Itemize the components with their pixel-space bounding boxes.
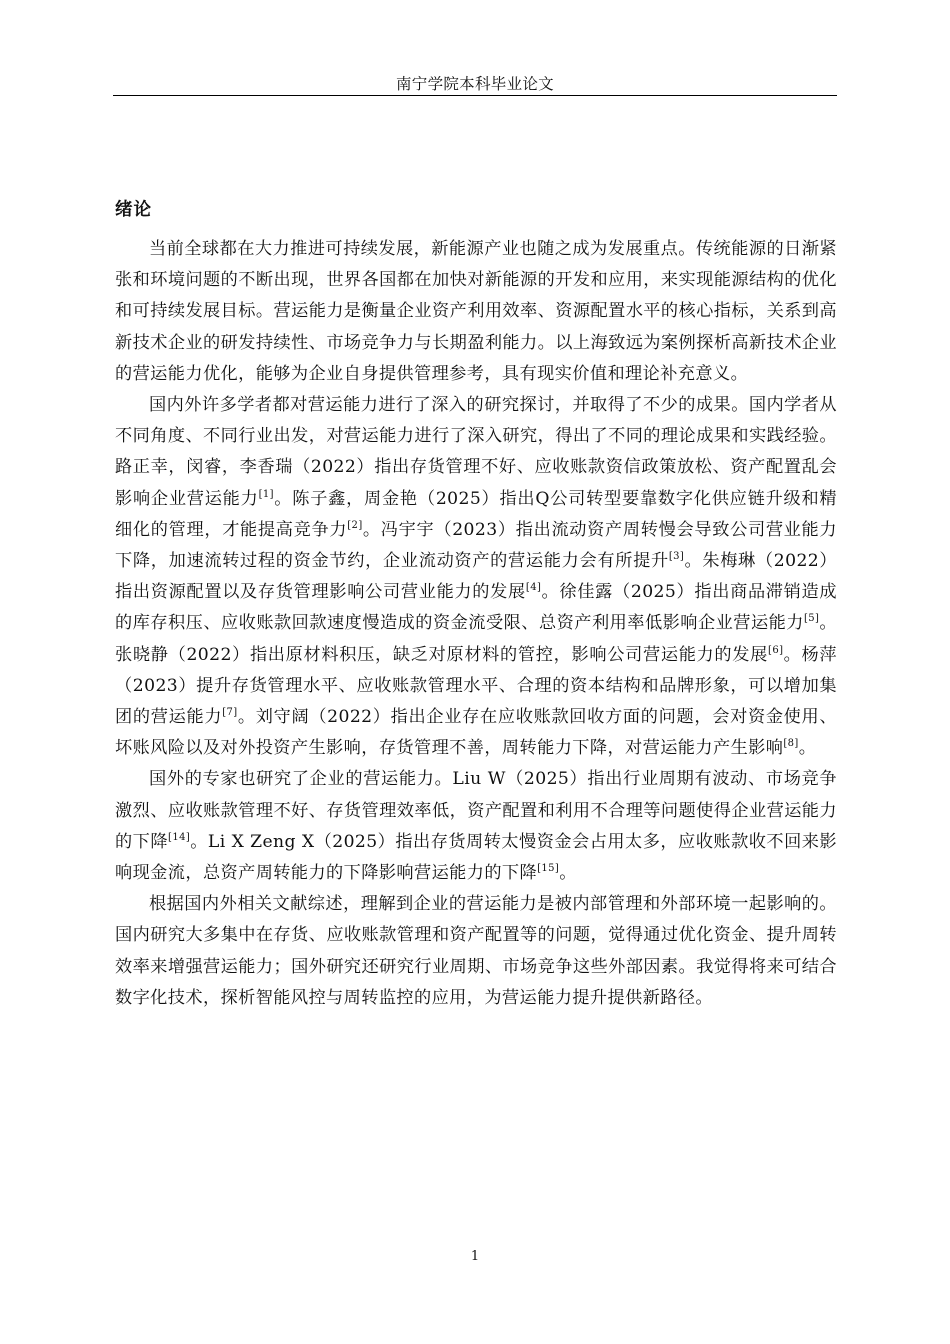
text-run: 。张晓静（2022）指出原材料积压，缺乏对原材料的管控，影响公司营运能力的发展 xyxy=(115,613,837,665)
citation-marker: [14] xyxy=(168,831,191,843)
text-run: 。 xyxy=(798,738,817,759)
paragraph-intro xyxy=(115,234,837,390)
citation-marker: [2] xyxy=(347,519,363,531)
citation-marker: [8] xyxy=(783,738,799,750)
text-run: 。 xyxy=(559,863,577,884)
citation-marker: [7] xyxy=(222,707,238,719)
text-run: 。Li X Zeng X（2025）指出存货周转太慢资金会占用太多，应收账款收不回来影响现金流，总资产周转能力的下降影响营运能力的下降 xyxy=(115,831,838,884)
text-run: 。朱梅琳（2022）指出资源配置以及存货管理影响公司营业能力的发展 xyxy=(115,551,837,603)
citation-marker: [15] xyxy=(537,863,560,875)
paragraph-foreign-review xyxy=(115,764,837,889)
text-run: 根据国内外相关文献综述，理解到企业的营运能力是被内部管理和外部环境一起影响的。国内研究大多集中在存货、应收账款管理和资产配置等的问题，觉得通过优化资金、提升周转效率来增强营运能力；国外研究还研究行业周期、市场竞争这些外部因素。我觉得将来可结合数字化技术，探析智能风控与周转监控的应用，为营运能力提升提供新路径。 xyxy=(115,894,837,1008)
text-run: 国外的专家也研究了企业的营运能力。Liu W（2025）指出行业周期有波动、市场竞争激烈、应收账款管理不好、存货管理效率低，资产配置和利用不合理等问题使得企业营运能力的下降 xyxy=(115,769,837,852)
page-number: 1 xyxy=(470,1249,480,1264)
citation-marker: [5] xyxy=(803,613,820,625)
text-run: 当前全球都在大力推进可持续发展，新能源产业也随之成为发展重点。传统能源的日渐紧张和环境问题的不断出现，世界各国都在加快对新能源的开发和应用，来实现能源结构的优化和可持续发展目标。营运能力是衡量企业资产利用效率、资源配置水平的核心指标，关系到高新技术企业的研发持续性、市场竞争力与长期盈利能力。以上海致远为案例探析高新技术企业的营运能力优化，能够为企业自身提供管理参考，具有现实价值和理论补充意义。 xyxy=(115,239,837,384)
citation-marker: [3] xyxy=(668,551,685,563)
header-divider xyxy=(113,95,837,96)
text-run: 。刘守阔（2022）指出企业存在应收账款回收方面的问题，会对资金使用、坏账风险以及对外投资产生影响，存货管理不善，周转能力下降，对营运能力产生影响 xyxy=(115,707,838,759)
text-run: 。徐佳露（2025）指出商品滞销造成的库存积压、应收账款回款速度慢造成的资金流受限、总资产利用率低影响企业营运能力 xyxy=(115,582,837,634)
running-header: 南宁学院本科毕业论文 xyxy=(395,75,554,93)
citation-marker: [4] xyxy=(525,582,542,594)
text-run: 。冯宇宇（2023）指出流动资产周转慢会导致公司营业能力下降，加速流转过程的资金节约，企业流动资产的营运能力会有所提升 xyxy=(115,519,837,572)
paragraph-summary xyxy=(115,889,837,1014)
text-run: 。杨萍（2023）提升存货管理水平、应收账款管理水平、合理的资本结构和品牌形象，可以增加集团的营运能力 xyxy=(115,644,838,728)
citation-marker: [6] xyxy=(768,644,784,656)
paragraph-domestic-review xyxy=(115,390,837,764)
section-title: 绪论 xyxy=(115,200,152,220)
citation-marker: [1] xyxy=(258,488,274,500)
body-text xyxy=(115,234,837,1014)
text-run: 国内外许多学者都对营运能力进行了深入的研究探讨，并取得了不少的成果。国内学者从不同角度、不同行业出发，对营运能力进行了深入研究，得出了不同的理论成果和实践经验。路正幸，闵睿，李香瑞（2022）指出存货管理不好、应收账款资信政策放松、资产配置乱会影响企业营运能力 xyxy=(115,395,837,509)
text-run: 。陈子鑫，周金艳（2025）指出Q公司转型要靠数字化供应链升级和精细化的管理，才能提高竞争力 xyxy=(115,488,837,540)
